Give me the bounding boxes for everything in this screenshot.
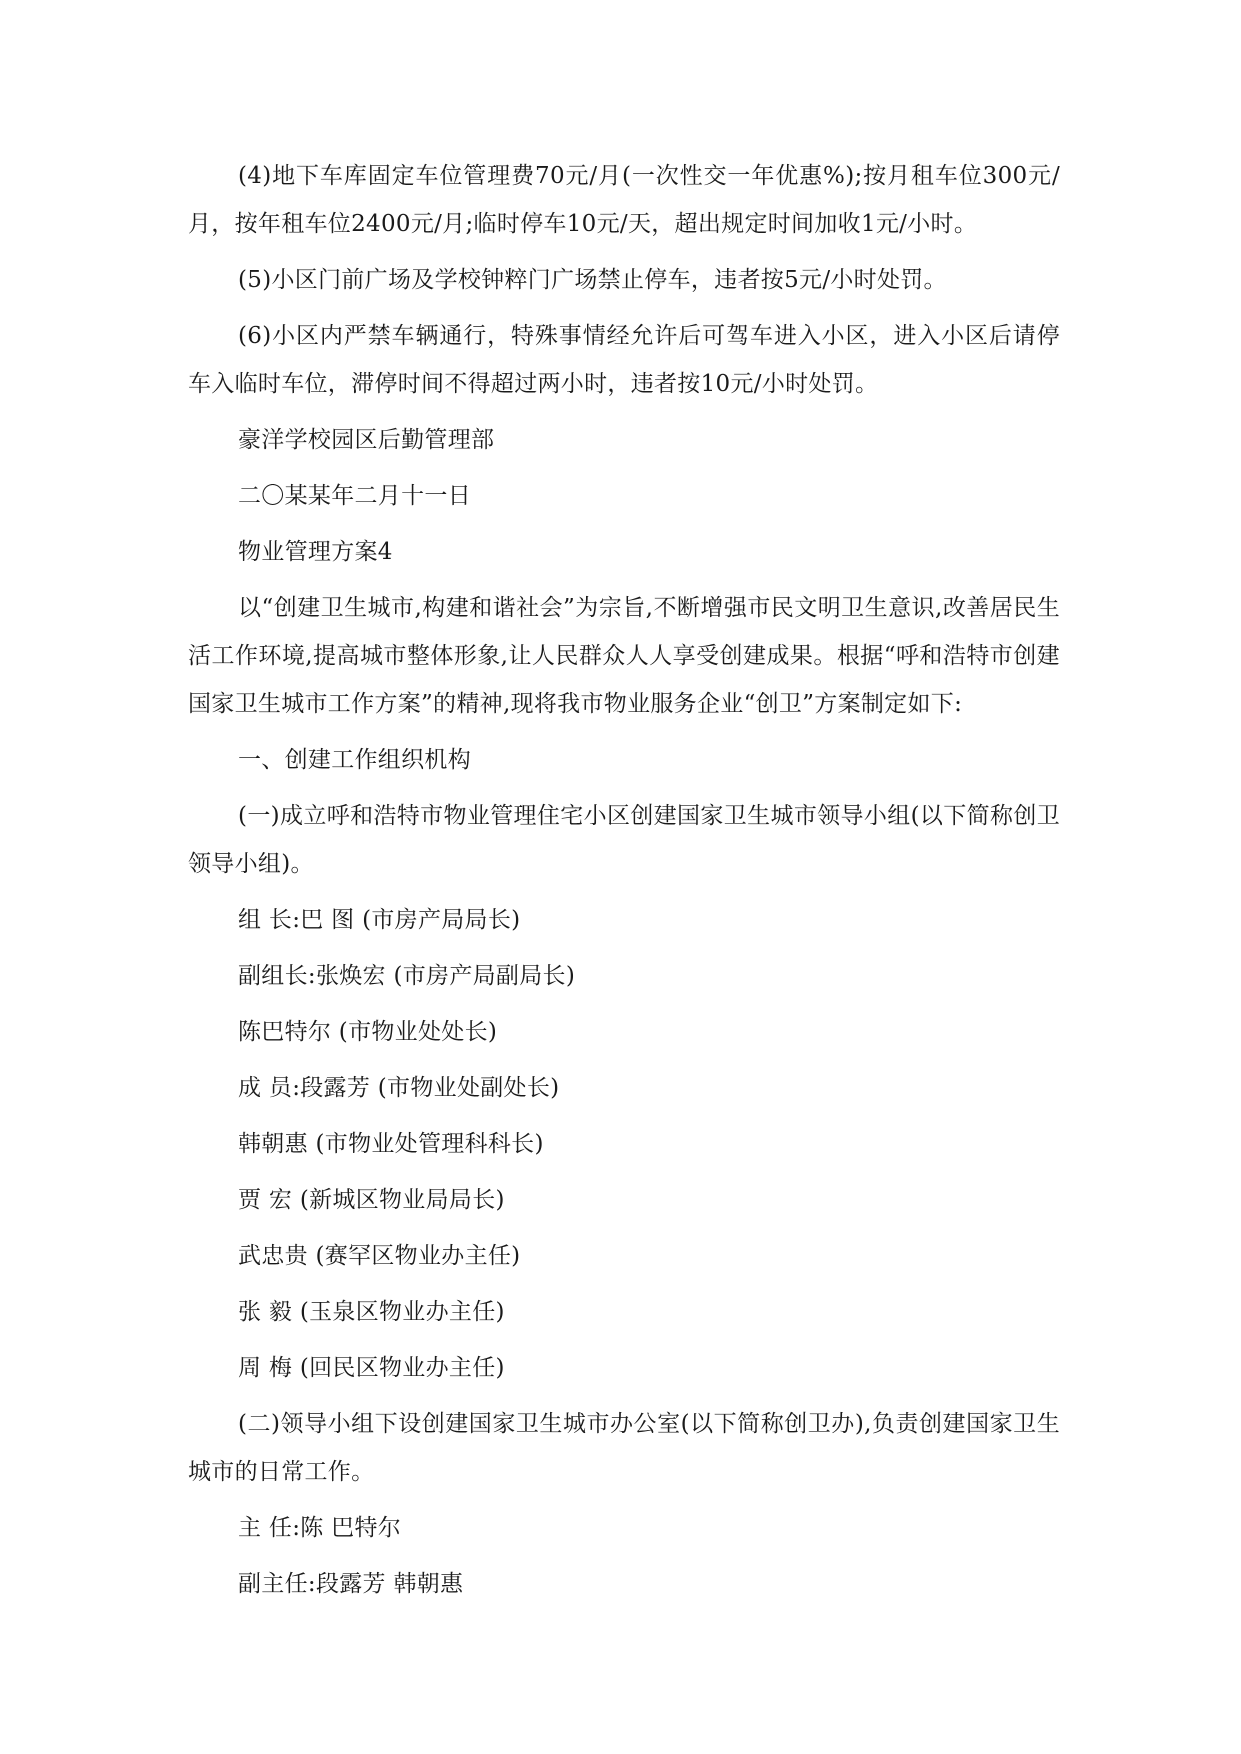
paragraph-purpose: 以“创建卫生城市,构建和谐社会”为宗旨,不断增强市民文明卫生意识,改善居民生活工作环境,提高城市整体形象,让人民群众人人享受创建成果。根据“呼和浩特市创建国家卫生城市工作方案”的精神,现将我市物业服务企业“创卫”方案制定如下: [188, 595, 1060, 717]
member-line: 张 毅 (玉泉区物业办主任) [238, 1299, 505, 1325]
paragraph-office: (二)领导小组下设创建国家卫生城市办公室(以下简称创卫办),负责创建国家卫生城市的日常工作。 [188, 1411, 1060, 1485]
paragraph-leading-group: (一)成立呼和浩特市物业管理住宅小区创建国家卫生城市领导小组(以下简称创卫领导小组)。 [188, 803, 1060, 877]
member-line: 成 员:段露芳 (市物业处副处长) [238, 1075, 560, 1101]
member-line: 韩朝惠 (市物业处管理科科长) [238, 1131, 544, 1157]
member-line: 陈巴特尔 (市物业处处长) [238, 1019, 498, 1045]
member-line: 组 长:巴 图 (市房产局局长) [238, 907, 521, 933]
signature-date: 二〇某某年二月十一日 [238, 483, 471, 509]
section-title: 物业管理方案4 [238, 539, 393, 565]
member-line: 主 任:陈 巴特尔 [238, 1515, 402, 1541]
paragraph-parking-fees: (4)地下车库固定车位管理费70元/月(一次性交一年优惠%);按月租车位300元/月，按年租车位2400元/月;临时停车10元/天，超出规定时间加收1元/小时。 [188, 163, 1060, 237]
member-line: 贾 宏 (新城区物业局局长) [238, 1187, 505, 1213]
member-line: 副组长:张焕宏 (市房产局副局长) [238, 963, 576, 989]
heading-organization: 一、创建工作组织机构 [238, 747, 471, 773]
member-line: 副主任:段露芳 韩朝惠 [238, 1571, 464, 1597]
signature-department: 豪洋学校园区后勤管理部 [238, 427, 495, 453]
paragraph-vehicle-restriction: (6)小区内严禁车辆通行，特殊事情经允许后可驾车进入小区，进入小区后请停车入临时车位，滞停时间不得超过两小时，违者按10元/小时处罚。 [188, 323, 1060, 397]
member-line: 周 梅 (回民区物业办主任) [238, 1355, 505, 1381]
member-line: 武忠贵 (赛罕区物业办主任) [238, 1243, 521, 1269]
paragraph-square-parking-ban: (5)小区门前广场及学校钟粹门广场禁止停车，违者按5元/小时处罚。 [238, 267, 947, 293]
document-page [188, 152, 1060, 1616]
